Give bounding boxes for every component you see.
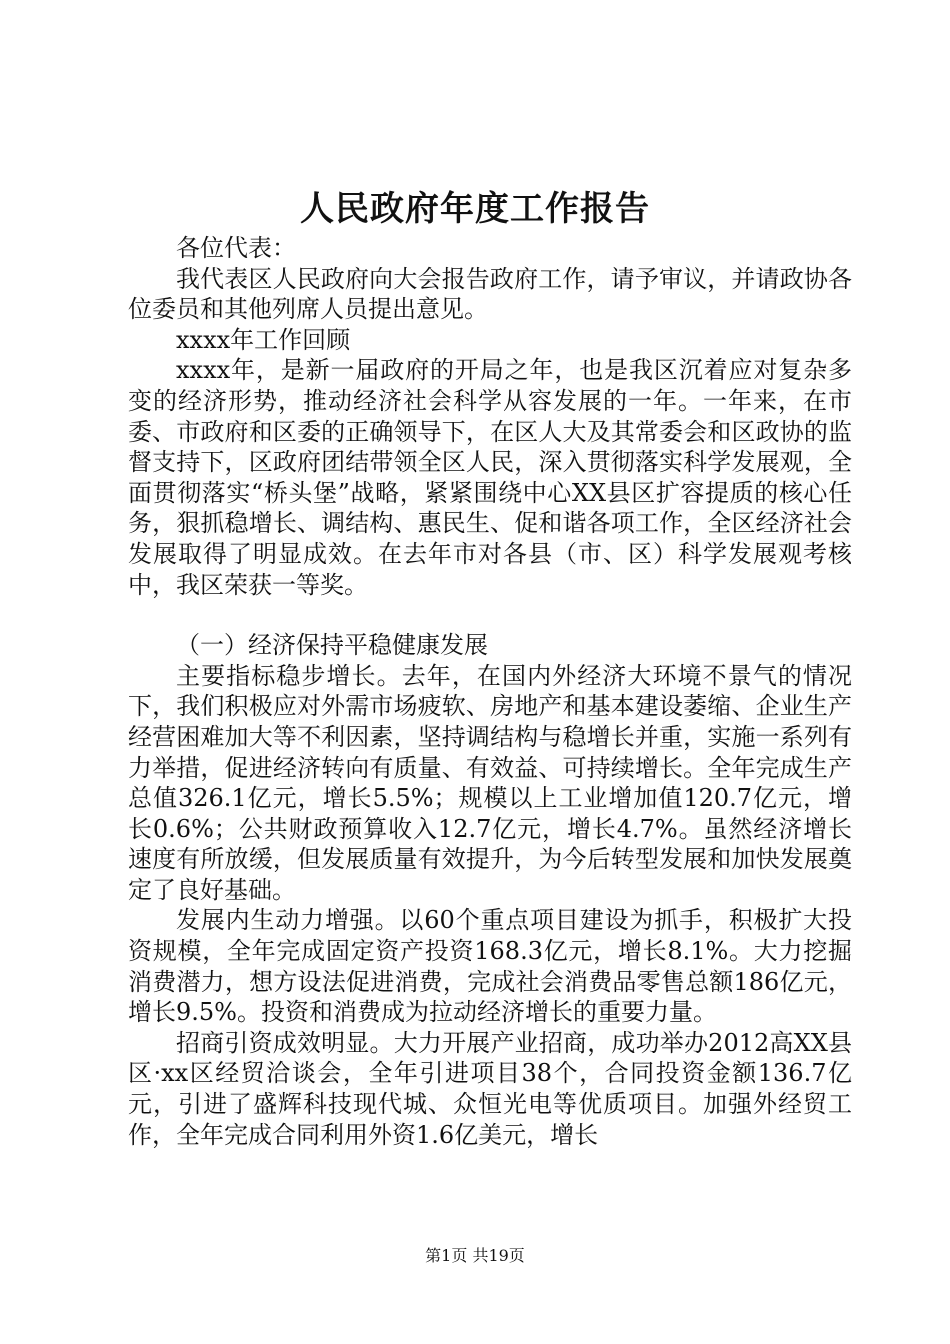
intro-paragraph: 我代表区人民政府向大会报告政府工作，请予审议，并请政协各位委员和其他列席人员提出意见。 [128,264,852,324]
page-footer: 第1页 共19页 [425,1246,525,1265]
section-heading-review: xxxx年工作回顾 [176,325,351,354]
investment-paragraph: 招商引资成效明显。大力开展产业招商，成功举办2012高XX县区·xx区经贸洽谈会，全年引进项目38个，合同投资金额136.7亿元，引进了盛辉科技现代城、众恒光电等优质项目。加强外经贸工作，全年完成合同利用外资1.6亿美元，增长 [128,1028,852,1149]
review-paragraph: xxxx年，是新一届政府的开局之年，也是我区沉着应对复杂多变的经济形势，推动经济社会科学从容发展的一年。一年来，在市委、市政府和区委的正确领导下，在区人大及其常委会和区政协的监督支持下，区政府团结带领全区人民，深入贯彻落实科学发展观，全面贯彻落实“桥头堡”战略，紧紧围绕中心XX县区扩容提质的核心任务，狠抓稳增长、调结构、惠民生、促和谐各项工作，全区经济社会发展取得了明显成效。在去年市对各县（市、区）科学发展观考核中，我区荣获一等奖。 [128,356,852,599]
salutation-paragraph: 各位代表： [176,234,296,262]
indicators-paragraph: 主要指标稳步增长。去年，在国内外经济大环境不景气的情况下，我们积极应对外需市场疲软、房地产和基本建设萎缩、企业生产经营困难加大等不利因素，坚持调结构与稳增长并重，实施一系列有力举措，促进经济转向有质量、有效益、可持续增长。全年完成生产总值326.1亿元，增长5.5%；规模以上工业增加值120.7亿元，增长0.6%；公共财政预算收入12.7亿元，增长4.7%。虽然经济增长速度有所放缓，但发展质量有效提升，为今后转型发展和加快发展奠定了良好基础。 [128,661,852,904]
document-title: 人民政府年度工作报告 [300,189,650,229]
momentum-paragraph: 发展内生动力增强。以60个重点项目建设为抓手，积极扩大投资规模，全年完成固定资产投资168.3亿元，增长8.1%。大力挖掘消费潜力，想方设法促进消费，完成社会消费品零售总额186亿元，增长9.5%。投资和消费成为拉动经济增长的重要力量。 [128,906,852,1027]
section-heading-economy: （一）经济保持平稳健康发展 [176,631,488,660]
document-body [128,233,852,1150]
